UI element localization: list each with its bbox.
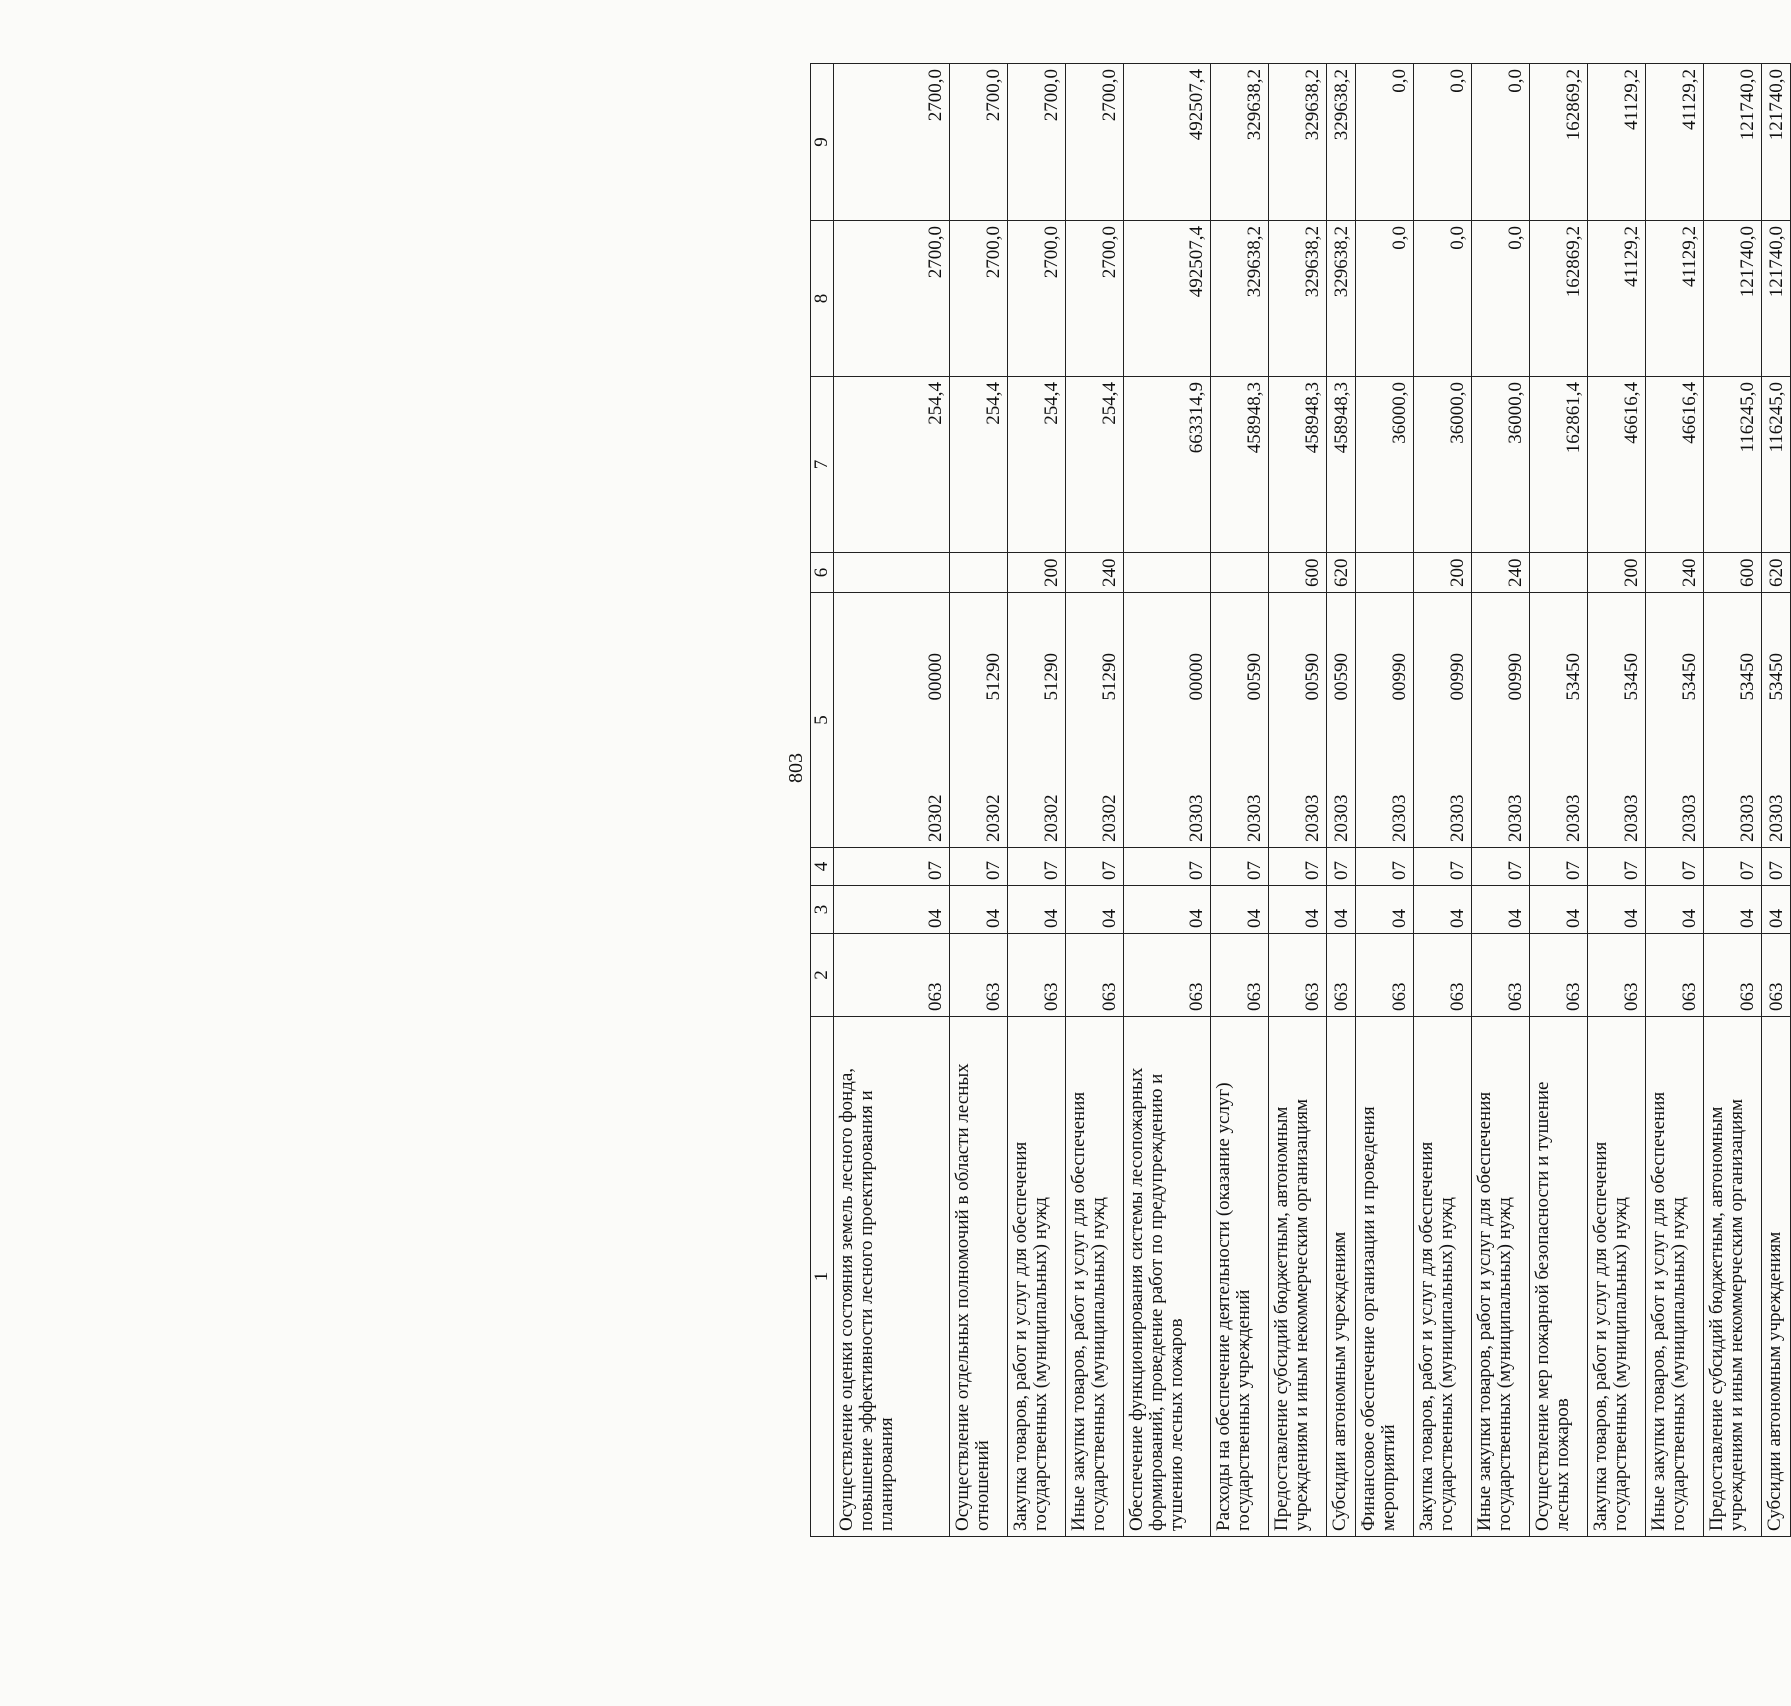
amount-col7-cell: 254,4 (834, 377, 950, 553)
table-row (1762, 64, 1791, 1537)
expense-type-cell: 240 (1472, 553, 1530, 593)
subsection-code-cell: 07 (1762, 848, 1791, 886)
target-article-direction: 00990 (1389, 652, 1411, 701)
target-article-cell (1704, 593, 1762, 848)
grbs-code-cell: 063 (1762, 934, 1791, 1017)
column-number: 1 (811, 1017, 834, 1537)
expense-type-cell (834, 553, 950, 593)
table-row (1211, 64, 1269, 1537)
amount-col9-cell: 0,0 (1356, 64, 1414, 221)
grbs-code-cell: 063 (1066, 934, 1124, 1017)
subsection-code-cell: 07 (1588, 848, 1646, 886)
amount-col8-cell: 329638,2 (1269, 221, 1327, 377)
target-article-direction: 53450 (1621, 652, 1643, 701)
amount-col9-cell: 41129,2 (1588, 64, 1646, 221)
target-article-cell (950, 593, 1008, 848)
expense-type-cell: 200 (1588, 553, 1646, 593)
target-article-program: 20303 (1505, 794, 1527, 842)
target-article-direction: 00000 (1186, 652, 1208, 701)
expense-type-cell: 620 (1762, 553, 1791, 593)
section-code-cell: 04 (1008, 886, 1066, 934)
section-code-cell: 04 (1646, 886, 1704, 934)
amount-col8-cell: 41129,2 (1646, 221, 1704, 377)
grbs-code-cell: 063 (1588, 934, 1646, 1017)
table-row (1646, 64, 1704, 1537)
section-code-cell: 04 (1530, 886, 1588, 934)
amount-col7-cell: 116245,0 (1704, 377, 1762, 553)
target-article-program: 20303 (1621, 794, 1643, 842)
expense-type-cell (1124, 553, 1211, 593)
column-number: 8 (811, 221, 834, 377)
target-article-cell (1762, 593, 1791, 848)
target-article-program: 20303 (1389, 794, 1411, 842)
section-code-cell: 04 (1472, 886, 1530, 934)
amount-col9-cell: 0,0 (1414, 64, 1472, 221)
amount-col9-cell: 0,0 (1472, 64, 1530, 221)
target-article-direction: 53450 (1766, 652, 1788, 701)
target-article-direction: 00000 (925, 652, 947, 701)
subsection-code-cell: 07 (1008, 848, 1066, 886)
amount-col9-cell: 2700,0 (950, 64, 1008, 221)
target-article-direction: 53450 (1737, 652, 1759, 701)
column-number: 2 (811, 934, 834, 1017)
expense-name-cell: Осуществление мер пожарной безопасности и тушение лесных пожаров (1530, 1017, 1588, 1537)
amount-col9-cell: 329638,2 (1327, 64, 1356, 221)
expense-type-cell: 200 (1008, 553, 1066, 593)
grbs-code-cell: 063 (834, 934, 950, 1017)
amount-col9-cell: 41129,2 (1646, 64, 1704, 221)
target-article-direction: 00590 (1302, 652, 1324, 701)
subsection-code-cell: 07 (1356, 848, 1414, 886)
target-article-program: 20303 (1737, 794, 1759, 842)
amount-col7-cell: 116245,0 (1762, 377, 1791, 553)
amount-col7-cell: 36000,0 (1472, 377, 1530, 553)
table-row (950, 64, 1008, 1537)
target-article-cell (1066, 593, 1124, 848)
expense-name-cell: Финансовое обеспечение организации и проведения мероприятий (1356, 1017, 1414, 1537)
section-code-cell: 04 (834, 886, 950, 934)
subsection-code-cell: 07 (1124, 848, 1211, 886)
amount-col9-cell: 121740,0 (1762, 64, 1791, 221)
target-article-cell (1124, 593, 1211, 848)
expense-type-cell (950, 553, 1008, 593)
section-code-cell: 04 (1124, 886, 1211, 934)
amount-col9-cell: 2700,0 (1066, 64, 1124, 221)
expense-name-cell: Обеспечение функционирования системы лесопожарных формирований, проведение работ по предупреждению и тушению лесных пожаров (1124, 1017, 1211, 1537)
target-article-program: 20303 (1244, 794, 1266, 842)
subsection-code-cell: 07 (1066, 848, 1124, 886)
amount-col7-cell: 36000,0 (1356, 377, 1414, 553)
expense-type-cell: 600 (1269, 553, 1327, 593)
amount-col7-cell: 46616,4 (1588, 377, 1646, 553)
section-code-cell: 04 (950, 886, 1008, 934)
amount-col8-cell: 121740,0 (1704, 221, 1762, 377)
expense-type-cell (1356, 553, 1414, 593)
target-article-program: 20303 (1302, 794, 1324, 842)
expense-name-cell: Расходы на обеспечение деятельности (оказание услуг) государственных учреждений (1211, 1017, 1269, 1537)
target-article-direction: 00990 (1447, 652, 1469, 701)
expense-name-cell: Иные закупки товаров, работ и услуг для обеспечения государственных (муниципальных) нужд (1646, 1017, 1704, 1537)
amount-col8-cell: 2700,0 (1008, 221, 1066, 377)
grbs-code-cell: 063 (1124, 934, 1211, 1017)
subsection-code-cell: 07 (1704, 848, 1762, 886)
page-number: 803 (785, 753, 807, 783)
subsection-code-cell: 07 (950, 848, 1008, 886)
amount-col7-cell: 162861,4 (1530, 377, 1588, 553)
grbs-code-cell: 063 (1646, 934, 1704, 1017)
table-body (834, 64, 1791, 1537)
subsection-code-cell: 07 (1530, 848, 1588, 886)
column-number: 5 (811, 593, 834, 848)
amount-col7-cell: 458948,3 (1327, 377, 1356, 553)
target-article-cell (1008, 593, 1066, 848)
table-row (1269, 64, 1327, 1537)
target-article-cell (1588, 593, 1646, 848)
table-row (1356, 64, 1414, 1537)
amount-col8-cell: 41129,2 (1588, 221, 1646, 377)
section-code-cell: 04 (1588, 886, 1646, 934)
amount-col7-cell: 36000,0 (1414, 377, 1472, 553)
target-article-direction: 00590 (1331, 652, 1353, 701)
grbs-code-cell: 063 (1472, 934, 1530, 1017)
column-number: 7 (811, 377, 834, 553)
column-number-row (811, 64, 834, 1537)
table-row (1008, 64, 1066, 1537)
amount-col7-cell: 254,4 (1066, 377, 1124, 553)
grbs-code-cell: 063 (1530, 934, 1588, 1017)
section-code-cell: 04 (1704, 886, 1762, 934)
expense-type-cell (1211, 553, 1269, 593)
amount-col7-cell: 663314,9 (1124, 377, 1211, 553)
target-article-program: 20303 (1186, 794, 1208, 842)
column-number: 4 (811, 848, 834, 886)
expense-type-cell: 600 (1704, 553, 1762, 593)
subsection-code-cell: 07 (1646, 848, 1704, 886)
amount-col9-cell: 121740,0 (1704, 64, 1762, 221)
table-row (1066, 64, 1124, 1537)
target-article-direction: 53450 (1563, 652, 1585, 701)
amount-col9-cell: 162869,2 (1530, 64, 1588, 221)
target-article-program: 20302 (1041, 794, 1063, 842)
amount-col7-cell: 458948,3 (1211, 377, 1269, 553)
amount-col7-cell: 254,4 (950, 377, 1008, 553)
subsection-code-cell: 07 (1211, 848, 1269, 886)
amount-col9-cell: 2700,0 (834, 64, 950, 221)
target-article-cell (1472, 593, 1530, 848)
table-row (1588, 64, 1646, 1537)
table-row (1414, 64, 1472, 1537)
grbs-code-cell: 063 (1211, 934, 1269, 1017)
section-code-cell: 04 (1356, 886, 1414, 934)
section-code-cell: 04 (1327, 886, 1356, 934)
target-article-direction: 00990 (1505, 652, 1527, 701)
amount-col8-cell: 2700,0 (950, 221, 1008, 377)
table-row (1124, 64, 1211, 1537)
column-number: 6 (811, 553, 834, 593)
table-row (1327, 64, 1356, 1537)
target-article-cell (1356, 593, 1414, 848)
amount-col9-cell: 2700,0 (1008, 64, 1066, 221)
grbs-code-cell: 063 (950, 934, 1008, 1017)
section-code-cell: 04 (1762, 886, 1791, 934)
expense-type-cell: 200 (1414, 553, 1472, 593)
target-article-program: 20303 (1766, 794, 1788, 842)
grbs-code-cell: 063 (1008, 934, 1066, 1017)
column-number: 9 (811, 64, 834, 221)
target-article-direction: 53450 (1679, 652, 1701, 701)
amount-col9-cell: 329638,2 (1269, 64, 1327, 221)
target-article-cell (1646, 593, 1704, 848)
table-row (1530, 64, 1588, 1537)
column-number: 3 (811, 886, 834, 934)
expense-name-cell: Предоставление субсидий бюджетным, автономным учреждениям и иным некоммерческим организациям (1704, 1017, 1762, 1537)
amount-col8-cell: 121740,0 (1762, 221, 1791, 377)
expense-name-cell: Осуществление оценки состояния земель лесного фонда, повышение эффективности лесного проектирования и планирования (834, 1017, 950, 1537)
grbs-code-cell: 063 (1269, 934, 1327, 1017)
target-article-direction: 51290 (1041, 652, 1063, 701)
expense-name-cell: Закупка товаров, работ и услуг для обеспечения государственных (муниципальных) нужд (1414, 1017, 1472, 1537)
amount-col8-cell: 329638,2 (1327, 221, 1356, 377)
table-row (1704, 64, 1762, 1537)
expense-name-cell: Осуществление отдельных полномочий в области лесных отношений (950, 1017, 1008, 1537)
amount-col7-cell: 254,4 (1008, 377, 1066, 553)
amount-col8-cell: 0,0 (1414, 221, 1472, 377)
amount-col8-cell: 2700,0 (1066, 221, 1124, 377)
expense-name-cell: Иные закупки товаров, работ и услуг для обеспечения государственных (муниципальных) нужд (1066, 1017, 1124, 1537)
target-article-cell (1327, 593, 1356, 848)
amount-col7-cell: 458948,3 (1269, 377, 1327, 553)
target-article-program: 20302 (1099, 794, 1121, 842)
expense-name-cell: Иные закупки товаров, работ и услуг для обеспечения государственных (муниципальных) нужд (1472, 1017, 1530, 1537)
amount-col9-cell: 492507,4 (1124, 64, 1211, 221)
amount-col8-cell: 492507,4 (1124, 221, 1211, 377)
target-article-program: 20303 (1679, 794, 1701, 842)
expense-name-cell: Предоставление субсидий бюджетным, автономным учреждениям и иным некоммерческим организациям (1269, 1017, 1327, 1537)
amount-col8-cell: 162869,2 (1530, 221, 1588, 377)
expense-type-cell: 240 (1066, 553, 1124, 593)
target-article-direction: 51290 (983, 652, 1005, 701)
subsection-code-cell: 07 (1269, 848, 1327, 886)
expense-name-cell: Субсидии автономным учреждениям (1762, 1017, 1791, 1537)
target-article-cell (1211, 593, 1269, 848)
amount-col7-cell: 46616,4 (1646, 377, 1704, 553)
subsection-code-cell: 07 (834, 848, 950, 886)
expense-name-cell: Закупка товаров, работ и услуг для обеспечения государственных (муниципальных) нужд (1008, 1017, 1066, 1537)
expense-name-cell: Закупка товаров, работ и услуг для обеспечения государственных (муниципальных) нужд (1588, 1017, 1646, 1537)
amount-col9-cell: 329638,2 (1211, 64, 1269, 221)
grbs-code-cell: 063 (1356, 934, 1414, 1017)
expense-name-cell: Субсидии автономным учреждениям (1327, 1017, 1356, 1537)
target-article-program: 20302 (925, 794, 947, 842)
target-article-cell (1530, 593, 1588, 848)
target-article-program: 20303 (1447, 794, 1469, 842)
grbs-code-cell: 063 (1327, 934, 1356, 1017)
subsection-code-cell: 07 (1327, 848, 1356, 886)
amount-col8-cell: 2700,0 (834, 221, 950, 377)
expense-type-cell (1530, 553, 1588, 593)
amount-col8-cell: 329638,2 (1211, 221, 1269, 377)
budget-table (810, 63, 1791, 1537)
table-row (1472, 64, 1530, 1537)
section-code-cell: 04 (1414, 886, 1472, 934)
expense-type-cell: 620 (1327, 553, 1356, 593)
target-article-program: 20303 (1331, 794, 1353, 842)
section-code-cell: 04 (1066, 886, 1124, 934)
target-article-direction: 00590 (1244, 652, 1266, 701)
table-row (834, 64, 950, 1537)
subsection-code-cell: 07 (1472, 848, 1530, 886)
target-article-program: 20302 (983, 794, 1005, 842)
target-article-program: 20303 (1563, 794, 1585, 842)
amount-col8-cell: 0,0 (1472, 221, 1530, 377)
grbs-code-cell: 063 (1704, 934, 1762, 1017)
target-article-cell (1414, 593, 1472, 848)
section-code-cell: 04 (1269, 886, 1327, 934)
grbs-code-cell: 063 (1414, 934, 1472, 1017)
target-article-direction: 51290 (1099, 652, 1121, 701)
amount-col8-cell: 0,0 (1356, 221, 1414, 377)
section-code-cell: 04 (1211, 886, 1269, 934)
expense-type-cell: 240 (1646, 553, 1704, 593)
subsection-code-cell: 07 (1414, 848, 1472, 886)
target-article-cell (1269, 593, 1327, 848)
target-article-cell (834, 593, 950, 848)
